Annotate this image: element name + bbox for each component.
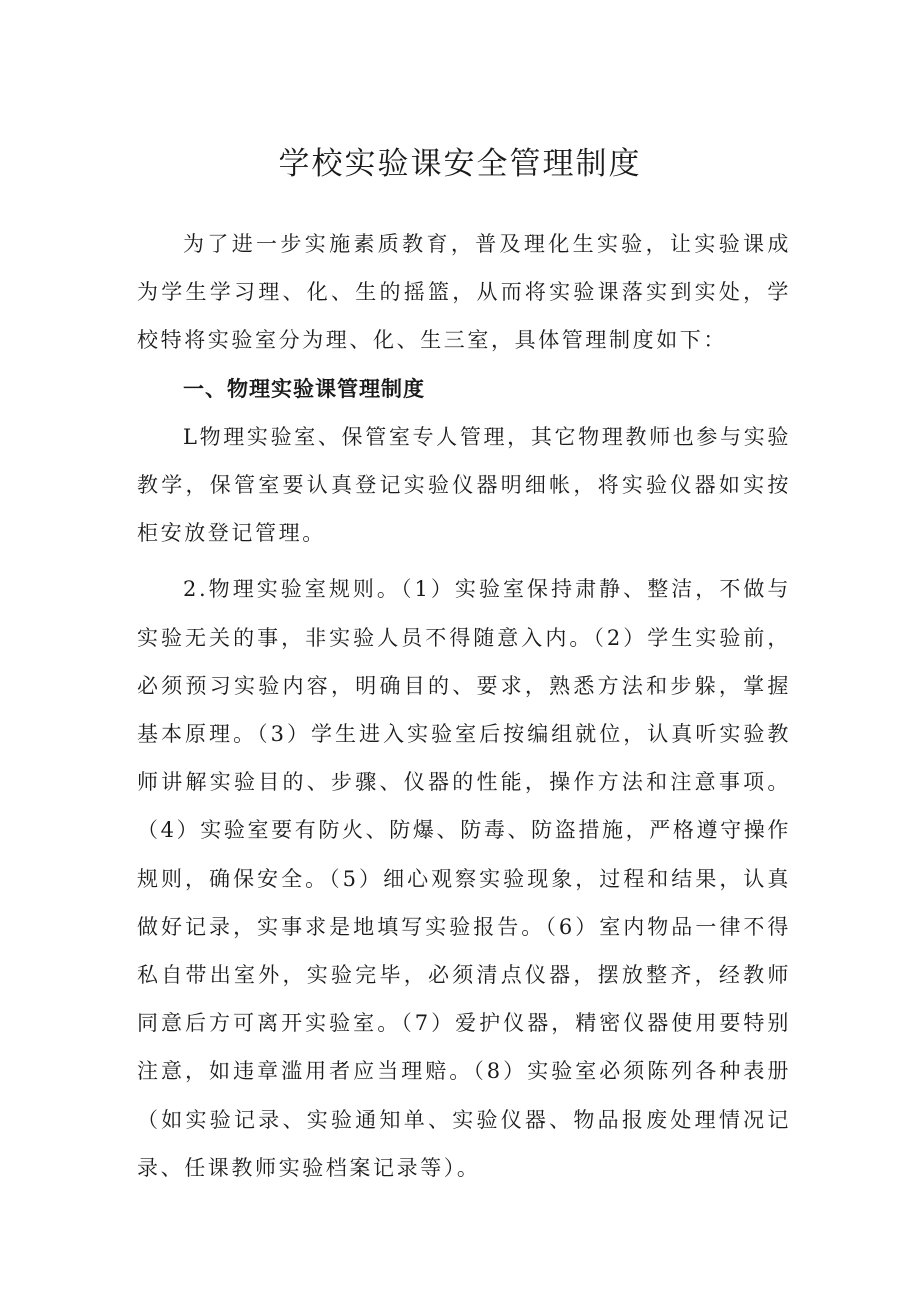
rule-item-1: L物理实验室、保管室专人管理，其它物理教师也参与实验教学，保管室要认真登记实验仪器明细帐，将实验仪器如实按柜安放登记管理。 xyxy=(137,424,791,546)
section-heading-physics: 一、物理实验课管理制度 xyxy=(183,376,425,401)
paragraph-spacer xyxy=(137,557,791,565)
document-body xyxy=(137,220,791,1192)
document-title: 学校实验课安全管理制度 xyxy=(278,146,642,182)
rule-item-2: 2.物理实验室规则。（1）实验室保持肃静、整洁，不做与实验无关的事，非实验人员不得随意入内。（2）学生实验前，必须预习实验内容，明确目的、要求，熟悉方法和步躲，掌握基本原理。（3）学生进入实验室后按编组就位，认真听实验教师讲解实验目的、步骤、仪器的性能，操作方法和注意事项。（4）实验室要有防火、防爆、防毒、防盗措施，严格遵守操作规则，确保安全。（5）细心观察实验现象，过程和结果，认真做好记录，实事求是地填写实验报告。（6）室内物品一律不得私自带出室外，实验完毕，必须清点仪器，摆放整齐，经教师同意后方可离开实验室。（7）爱护仪器，精密仪器使用要特别注意，如违章滥用者应当理赔。（8）实验室必须陈列各种表册（如实验记录、实验通知单、实验仪器、物品报废处理情况记录、任课教师实验档案记录等）。 xyxy=(137,577,791,1180)
intro-paragraph: 为了进一步实施素质教育，普及理化生实验，让实验课成为学生学习理、化、生的摇篮，从而将实验课落实到实处，学校特将实验室分为理、化、生三室，具体管理制度如下： xyxy=(137,232,791,353)
